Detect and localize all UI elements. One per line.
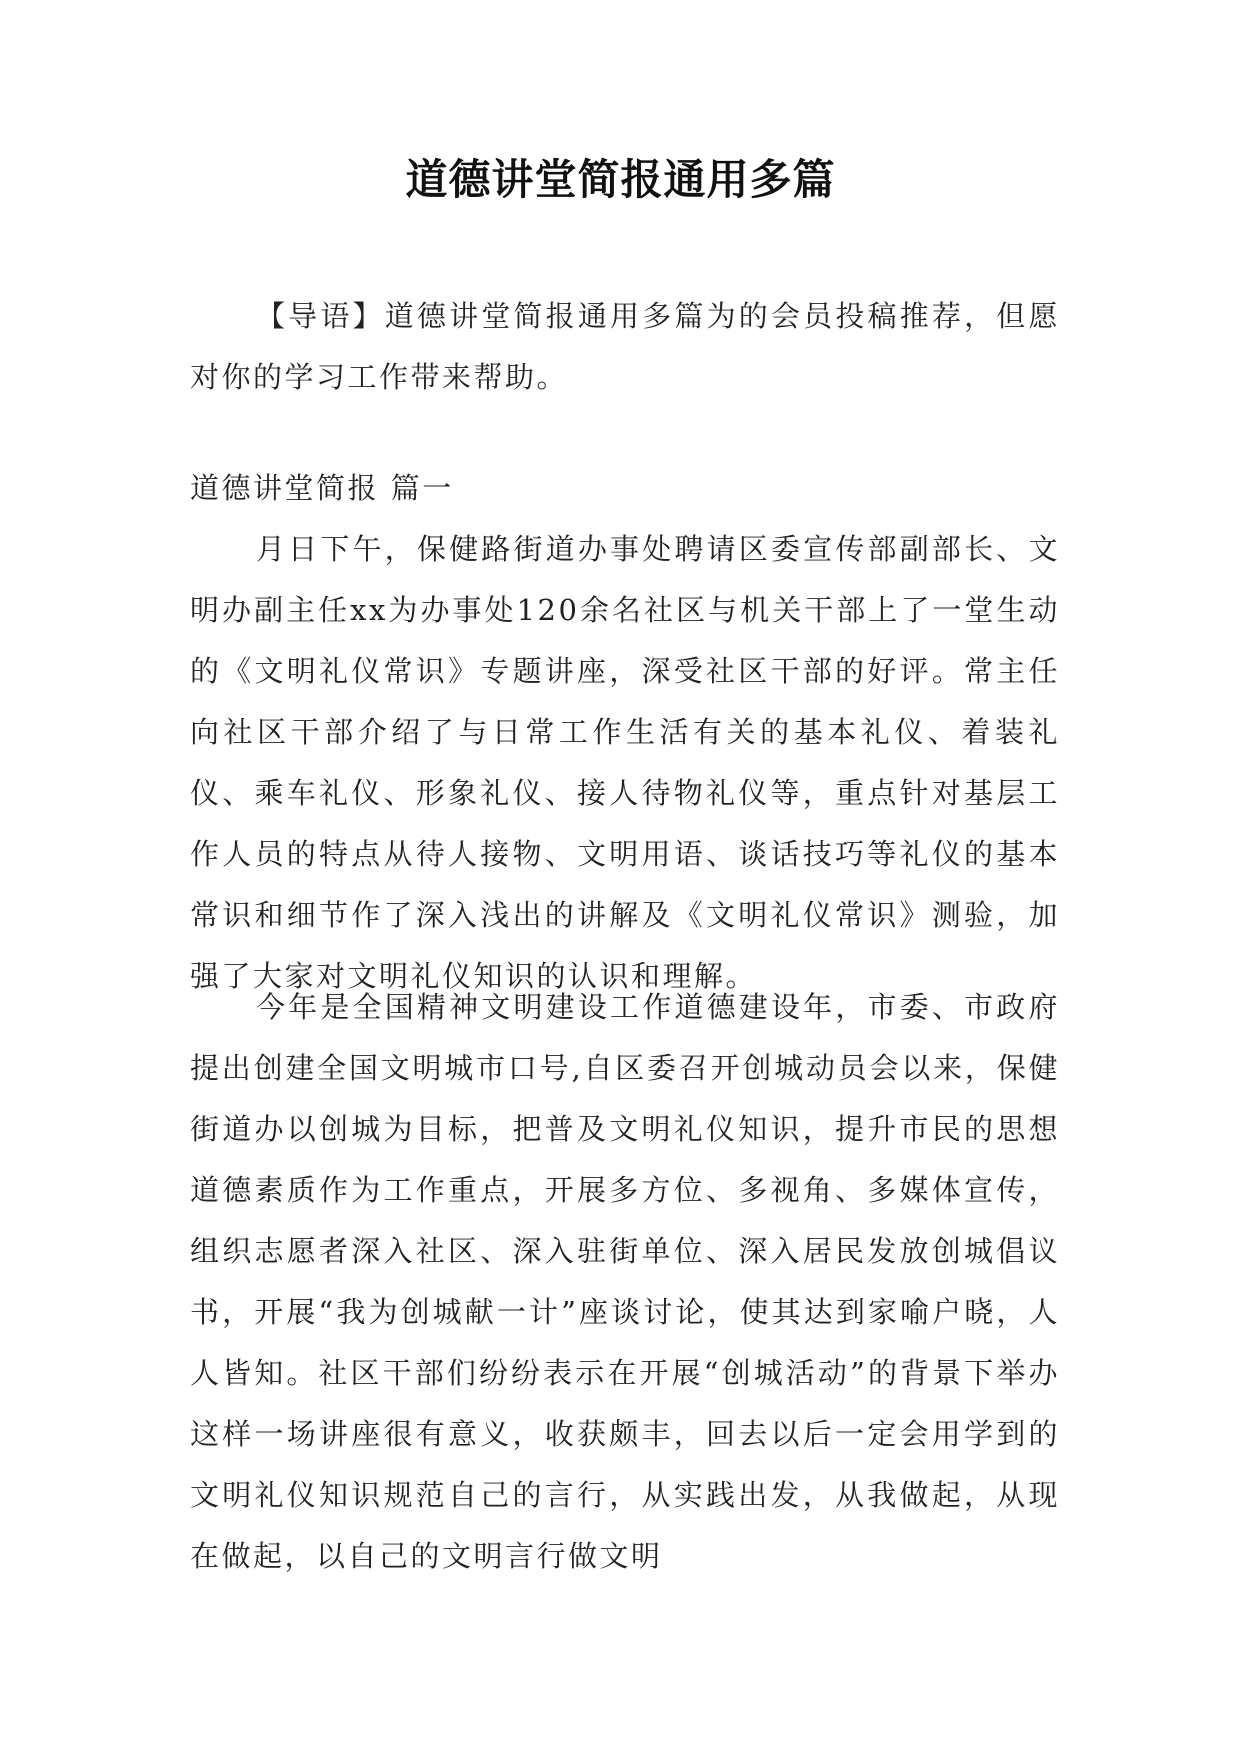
section-heading: 道德讲堂简报 篇一 [190, 471, 454, 505]
body-paragraph-2: 今年是全国精神文明建设工作道德建设年，市委、市政府提出创建全国文明城市口号,自区委召开创城动员会以来，保健街道办以创城为目标，把普及文明礼仪知识，提升市民的思想道德素质作为工作重点，开展多方位、多视角、多媒体宣传，组织志愿者深入社区、深入驻街单位、深入居民发放创城倡议书，开展“我为创城献一计”座谈讨论，使其达到家喻户晓，人人皆知。社区干部们纷纷表示在开展“创城活动”的背景下举办这样一场讲座很有意义，收获颇丰，回去以后一定会用学到的文明礼仪知识规范自己的言行，从实践出发，从我做起，从现在做起，以自己的文明言行做文明 [190, 990, 1060, 1573]
intro-paragraph: 【导语】道德讲堂简报通用多篇为的会员投稿推荐，但愿对你的学习工作带来帮助。 [190, 299, 1060, 394]
document-title: 道德讲堂简报通用多篇 [405, 155, 836, 204]
body-paragraph-1: 月日下午，保健路街道办事处聘请区委宣传部副部长、文明办副主任xx为办事处120余名社区与机关干部上了一堂生动的《文明礼仪常识》专题讲座，深受社区干部的好评。常主任向社区干部介绍了与日常工作生活有关的基本礼仪、着装礼仪、乘车礼仪、形象礼仪、接人待物礼仪等，重点针对基层工作人员的特点从待人接物、文明用语、谈话技巧等礼仪的基本常识和细节作了深入浅出的讲解及《文明礼仪常识》测验，加强了大家对文明礼仪知识的认识和理解。 [190, 532, 1060, 993]
